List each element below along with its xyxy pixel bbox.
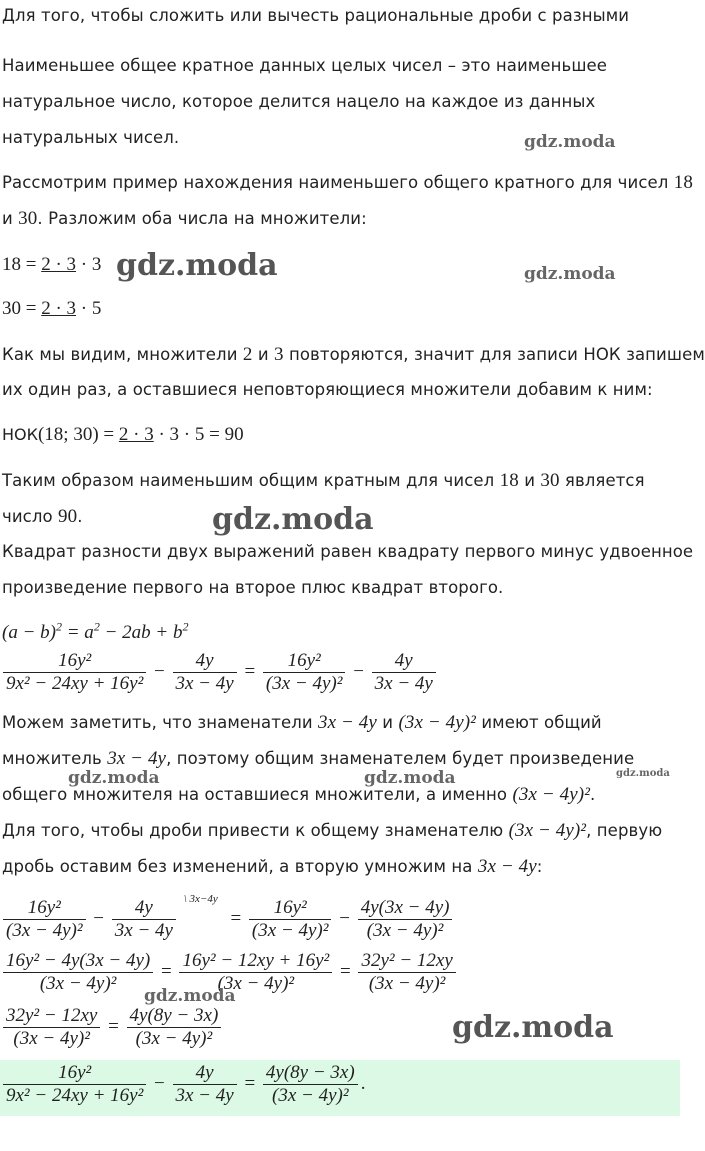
- intro-line: Для того, чтобы сложить или вычесть рациональные дроби с разными: [2, 6, 630, 25]
- watermark: gdz.moda: [524, 264, 616, 284]
- watermark: gdz.moda: [616, 768, 670, 779]
- fraction: $\frac{\text{16y²}}{\text{(3x − 4y)²}}$: [3, 897, 86, 942]
- fraction: $\frac{4y(8y - 3x)}{\text{(3x − 4y)²}}$: [127, 1005, 222, 1050]
- square-difference-formula: $(a - b)^2 = a^2 - 2ab + b^2$: [2, 620, 189, 644]
- fraction: $\frac{\text{32y² − 12xy}}{\text{(3x − 4y)²}}$: [3, 1005, 100, 1050]
- repeat-line2: их один раз, а оставшиеся неповторяющиеся множители добавим к ним:: [2, 380, 653, 399]
- denominator-note-line3: общего множителя на оставшиеся множители, а именно (3x − 4y)².: [2, 784, 596, 805]
- formula-rule-line2: произведение первого на второе плюс квадрат второго.: [2, 578, 504, 597]
- fraction: $\frac{\text{16y²}}{\text{9x² − 24xy + 16y²}}$: [3, 650, 146, 695]
- example-line2: и 30. Разложим оба числа на множители:: [2, 208, 367, 229]
- watermark: gdz.moda: [524, 132, 616, 152]
- factor-30: 30 = 2 · 3 · 5: [2, 298, 102, 319]
- fraction: $\frac{\text{16y² − 12xy + 16y²}}{\text{(3x − 4y)²}}$: [179, 950, 332, 995]
- watermark: gdz.moda: [144, 986, 236, 1006]
- fraction: $\frac{\text{16y²}}{\text{9x² − 24xy + 16y²}}$: [3, 1062, 146, 1107]
- denominator-note-line2: множитель 3x − 4y, поэтому общим знаменателем будет произведение: [2, 748, 635, 769]
- watermark: gdz.moda: [68, 768, 160, 788]
- repeat-line1: Как мы видим, множители 2 и 3 повторяются, значит для записи НОК запишем: [2, 344, 705, 365]
- watermark: gdz.moda: [212, 502, 374, 537]
- final-answer: $\frac{\text{16y²}}{\text{9x² − 24xy + 16y²}}$ − $\frac{4y}{3x - 4y}$ = $\frac{4y(8y - 3x)}{\text{(3x − 4y)²}}$ .: [0, 1062, 365, 1107]
- factor-18: 18 = 2 · 3 · 3: [2, 254, 102, 275]
- equation-4: $\frac{\text{32y² − 12xy}}{\text{(3x − 4y)²}}$ = $\frac{4y(8y - 3x)}{\text{(3x − 4y)²}}$: [0, 1005, 224, 1050]
- conclusion-line2: число 90.: [2, 506, 83, 527]
- multiplier-note: \ 3x−4y: [183, 893, 218, 905]
- lcm-definition-line3: натуральных чисел.: [2, 128, 180, 147]
- equation-1: $\frac{\text{16y²}}{\text{9x² − 24xy + 16y²}}$ − $\frac{4y}{3x - 4y}$ = $\frac{\text{16y²}}{\text{(3x − 4y)²}}$ − $\frac{4y}{3x - 4y}$: [0, 650, 439, 695]
- fraction: $\frac{\text{16y²}}{\text{(3x − 4y)²}}$: [249, 897, 332, 942]
- lcm-definition-line2: натуральное число, которое делится нацело на каждое из данных: [2, 92, 596, 111]
- watermark: gdz.moda: [364, 768, 456, 788]
- fraction: $\frac{\text{16y² − 4y(3x − 4y)}}{\text{(3x − 4y)²}}$: [3, 950, 153, 995]
- fraction: $\frac{4y}{3x - 4y}$: [173, 1062, 237, 1107]
- fraction: $\frac{4y}{3x - 4y}$: [372, 650, 436, 695]
- formula-rule-line1: Квадрат разности двух выражений равен квадрату первого минус удвоенное: [2, 542, 694, 561]
- denominator-note-line1: Можем заметить, что знаменатели 3x − 4y и (3x − 4y)² имеют общий: [2, 712, 602, 733]
- watermark: gdz.moda: [452, 1010, 614, 1045]
- lcm-result: НОК(18; 30) = 2 · 3 · 3 · 5 = 90: [2, 424, 244, 445]
- equation-3: $\frac{\text{16y² − 4y(3x − 4y)}}{\text{(3x − 4y)²}}$ = $\frac{\text{16y² − 12xy + 16y²}}{\text{(3x − 4y)²}}$ = $\frac{\text{32y² − 12xy}}{\text{(3x − 4y)²}}$: [0, 950, 459, 995]
- fraction: $\frac{\text{32y² − 12xy}}{\text{(3x − 4y)²}}$: [358, 950, 455, 995]
- fraction: $\frac{\text{16y²}}{\text{(3x − 4y)²}}$: [263, 650, 346, 695]
- common-denominator-line2: дробь оставим без изменений, а вторую умножим на 3x − 4y:: [2, 856, 543, 877]
- common-denominator-line1: Для того, чтобы дроби привести к общему знаменателю (3x − 4y)², первую: [2, 820, 663, 841]
- equation-2: $\frac{\text{16y²}}{\text{(3x − 4y)²}}$ − $\frac{4y}{3x - 4y}$ $^{\backslash 3x-4y}$ = $\frac{\text{16y²}}{\text{(3x − 4y)²}}$ − $\frac{4y(3x - 4y)}{\text{(3x − 4y)²}}$: [0, 893, 455, 942]
- fraction: $\frac{4y}{3x - 4y}$: [112, 897, 176, 942]
- lcm-definition-line1: Наименьшее общее кратное данных целых чисел – это наименьшее: [2, 56, 608, 75]
- watermark: gdz.moda: [116, 248, 278, 283]
- conclusion-line1: Таким образом наименьшим общим кратным для чисел 18 и 30 является: [2, 470, 645, 491]
- fraction: $\frac{4y(3x - 4y)}{\text{(3x − 4y)²}}$: [358, 897, 453, 942]
- example-line1: Рассмотрим пример нахождения наименьшего общего кратного для чисел 18: [2, 172, 693, 193]
- fraction: $\frac{4y}{3x - 4y}$: [173, 650, 237, 695]
- fraction: $\frac{4y(8y - 3x)}{\text{(3x − 4y)²}}$: [263, 1062, 358, 1107]
